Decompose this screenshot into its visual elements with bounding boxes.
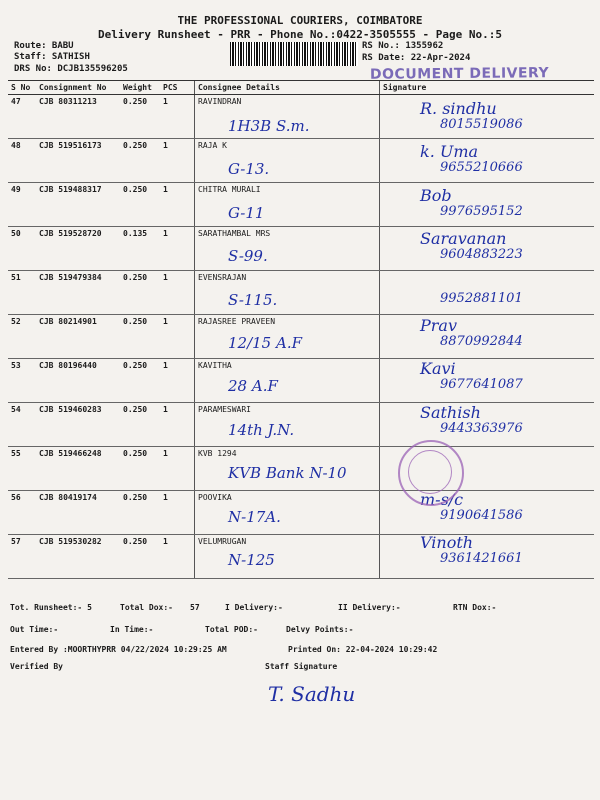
cell-pcs: 1 bbox=[160, 491, 195, 535]
cell-consignee: RAJASREE PRAVEEN bbox=[195, 315, 380, 359]
handwritten-phone: 9361421661 bbox=[440, 551, 523, 566]
barcode bbox=[230, 42, 358, 66]
col-consignee: Consignee Details bbox=[195, 81, 380, 95]
cell-consignee: VELUMRUGAN bbox=[195, 535, 380, 579]
rtn-dox: RTN Dox:- bbox=[453, 603, 497, 612]
cell-consignment: CJB 519466248 bbox=[36, 447, 120, 491]
cell-consignment: CJB 519488317 bbox=[36, 183, 120, 227]
cell-pcs: 1 bbox=[160, 403, 195, 447]
cell-consignee: CHITRA MURALI bbox=[195, 183, 380, 227]
document-subtitle: Delivery Runsheet - PRR - Phone No.:0422-3505555 - Page No.:5 bbox=[98, 28, 502, 41]
in-time: In Time:- bbox=[110, 625, 154, 634]
cell-weight: 0.250 bbox=[120, 315, 160, 359]
tot-runsheet: Tot. Runsheet:- 5 bbox=[10, 603, 92, 612]
consignment-table bbox=[8, 80, 594, 579]
cell-weight: 0.250 bbox=[120, 535, 160, 579]
handwritten-signature: R. sindhu bbox=[420, 99, 497, 118]
cell-weight: 0.250 bbox=[120, 491, 160, 535]
document-title: THE PROFESSIONAL COURIERS, COIMBATORE bbox=[177, 14, 423, 27]
cell-sno: 52 bbox=[8, 315, 36, 359]
cell-weight: 0.250 bbox=[120, 447, 160, 491]
handwritten-signature: Bob bbox=[420, 185, 452, 205]
cell-consignment: CJB 519460283 bbox=[36, 403, 120, 447]
handwritten-address: 14th J.N. bbox=[228, 420, 295, 439]
ii-delivery: II Delivery:- bbox=[338, 603, 401, 612]
cell-consignment: CJB 80419174 bbox=[36, 491, 120, 535]
cell-pcs: 1 bbox=[160, 359, 195, 403]
cell-consignment: CJB 519516173 bbox=[36, 139, 120, 183]
handwritten-phone: 9655210666 bbox=[440, 160, 523, 176]
route-label: Route: BABU bbox=[14, 41, 74, 51]
cell-consignee: PARAMESWARI bbox=[195, 403, 380, 447]
total-pod: Total POD:- bbox=[205, 625, 258, 634]
cell-sno: 57 bbox=[8, 535, 36, 579]
document-delivery-stamp: DOCUMENT DELIVERY bbox=[369, 65, 550, 83]
cell-pcs: 1 bbox=[160, 315, 195, 359]
col-pcs: PCS bbox=[160, 81, 195, 95]
cell-weight: 0.250 bbox=[120, 271, 160, 315]
cell-weight: 0.250 bbox=[120, 95, 160, 139]
cell-sno: 50 bbox=[8, 227, 36, 271]
cell-consignment: CJB 80311213 bbox=[36, 95, 120, 139]
handwritten-phone: 9190641586 bbox=[440, 507, 523, 523]
cell-consignee: POOVIKA bbox=[195, 491, 380, 535]
handwritten-signature: Sathish bbox=[420, 402, 481, 422]
delivery-seal bbox=[398, 440, 464, 506]
cell-consignment: CJB 519530282 bbox=[36, 535, 120, 579]
cell-consignee: SARATHAMBAL MRS bbox=[195, 227, 380, 271]
cell-consignee: KVB 1294 bbox=[195, 447, 380, 491]
cell-pcs: 1 bbox=[160, 139, 195, 183]
staff-label: Staff: SATHISH bbox=[14, 52, 90, 62]
handwritten-signature: Saravanan bbox=[420, 229, 507, 249]
cell-consignee: RAVINDRAN bbox=[195, 95, 380, 139]
cell-weight: 0.250 bbox=[120, 139, 160, 183]
handwritten-signature: Prav bbox=[420, 316, 457, 335]
handwritten-address: 12/15 A.F bbox=[228, 334, 303, 352]
total-dox-label: Total Dox:- bbox=[120, 603, 173, 612]
handwritten-address: S-115. bbox=[228, 290, 278, 309]
handwritten-address: KVB Bank N-10 bbox=[228, 464, 347, 483]
verified-by: Verified By bbox=[10, 662, 63, 671]
staff-signature-label: Staff Signature bbox=[265, 662, 338, 671]
cell-pcs: 1 bbox=[160, 95, 195, 139]
rs-date: RS Date: 22-Apr-2024 bbox=[362, 53, 471, 63]
handwritten-signature: Kavi bbox=[420, 359, 456, 379]
cell-consignment: CJB 80214901 bbox=[36, 315, 120, 359]
drs-number: DRS No: DCJB135596205 bbox=[14, 64, 128, 74]
col-consignment: Consignment No bbox=[36, 81, 120, 95]
cell-sno: 51 bbox=[8, 271, 36, 315]
delvy-points: Delvy Points:- bbox=[286, 625, 354, 634]
handwritten-signature: m-s/c bbox=[420, 489, 464, 509]
handwritten-phone: 9976595152 bbox=[440, 203, 523, 219]
cell-consignee: KAVITHA bbox=[195, 359, 380, 403]
table-header-row bbox=[8, 81, 594, 95]
cell-sno: 53 bbox=[8, 359, 36, 403]
handwritten-address: N-17A. bbox=[228, 507, 281, 526]
handwritten-address: S-99. bbox=[228, 247, 268, 266]
entered-by: Entered By :MOORTHYPRR 04/22/2024 10:29:25 AM bbox=[10, 645, 227, 654]
col-sno: S No bbox=[8, 81, 36, 95]
col-weight: Weight bbox=[120, 81, 160, 95]
cell-pcs: 1 bbox=[160, 271, 195, 315]
handwritten-signature: k. Uma bbox=[420, 142, 479, 162]
printed-on: Printed On: 22-04-2024 10:29:42 bbox=[288, 645, 438, 654]
handwritten-signature: Vinoth bbox=[420, 533, 474, 552]
handwritten-phone: 9677641087 bbox=[440, 377, 523, 393]
cell-consignee: EVENSRAJAN bbox=[195, 271, 380, 315]
cell-pcs: 1 bbox=[160, 447, 195, 491]
cell-consignment: CJB 80196440 bbox=[36, 359, 120, 403]
cell-weight: 0.250 bbox=[120, 403, 160, 447]
cell-pcs: 1 bbox=[160, 183, 195, 227]
cell-weight: 0.135 bbox=[120, 227, 160, 271]
cell-pcs: 1 bbox=[160, 227, 195, 271]
handwritten-address: G-13. bbox=[228, 160, 270, 179]
handwritten-address: G-11 bbox=[228, 203, 265, 222]
handwritten-address: N-125 bbox=[228, 551, 275, 569]
col-signature: Signature bbox=[380, 81, 595, 95]
cell-consignment: CJB 519479384 bbox=[36, 271, 120, 315]
handwritten-phone: 8015519086 bbox=[440, 117, 523, 132]
handwritten-phone: 9604883223 bbox=[440, 247, 523, 263]
cell-consignment: CJB 519528720 bbox=[36, 227, 120, 271]
cell-sno: 56 bbox=[8, 491, 36, 535]
cell-weight: 0.250 bbox=[120, 359, 160, 403]
cell-weight: 0.250 bbox=[120, 183, 160, 227]
handwritten-phone: 9443363976 bbox=[440, 420, 523, 436]
out-time: Out Time:- bbox=[10, 625, 59, 634]
cell-sno: 48 bbox=[8, 139, 36, 183]
handwritten-address: 1H3B S.m. bbox=[228, 117, 310, 135]
handwritten-address: 28 A.F bbox=[228, 377, 278, 396]
cell-pcs: 1 bbox=[160, 535, 195, 579]
handwritten-phone: 9952881101 bbox=[440, 290, 523, 306]
cell-sno: 54 bbox=[8, 403, 36, 447]
cell-sno: 55 bbox=[8, 447, 36, 491]
staff-signature: T. Sadhu bbox=[268, 682, 356, 706]
cell-sno: 49 bbox=[8, 183, 36, 227]
rs-number: RS No.: 1355962 bbox=[362, 41, 444, 51]
total-dox-value: 57 bbox=[190, 603, 200, 612]
handwritten-phone: 8870992844 bbox=[440, 334, 523, 349]
cell-consignee: RAJA K bbox=[195, 139, 380, 183]
i-delivery: I Delivery:- bbox=[225, 603, 283, 612]
cell-sno: 47 bbox=[8, 95, 36, 139]
